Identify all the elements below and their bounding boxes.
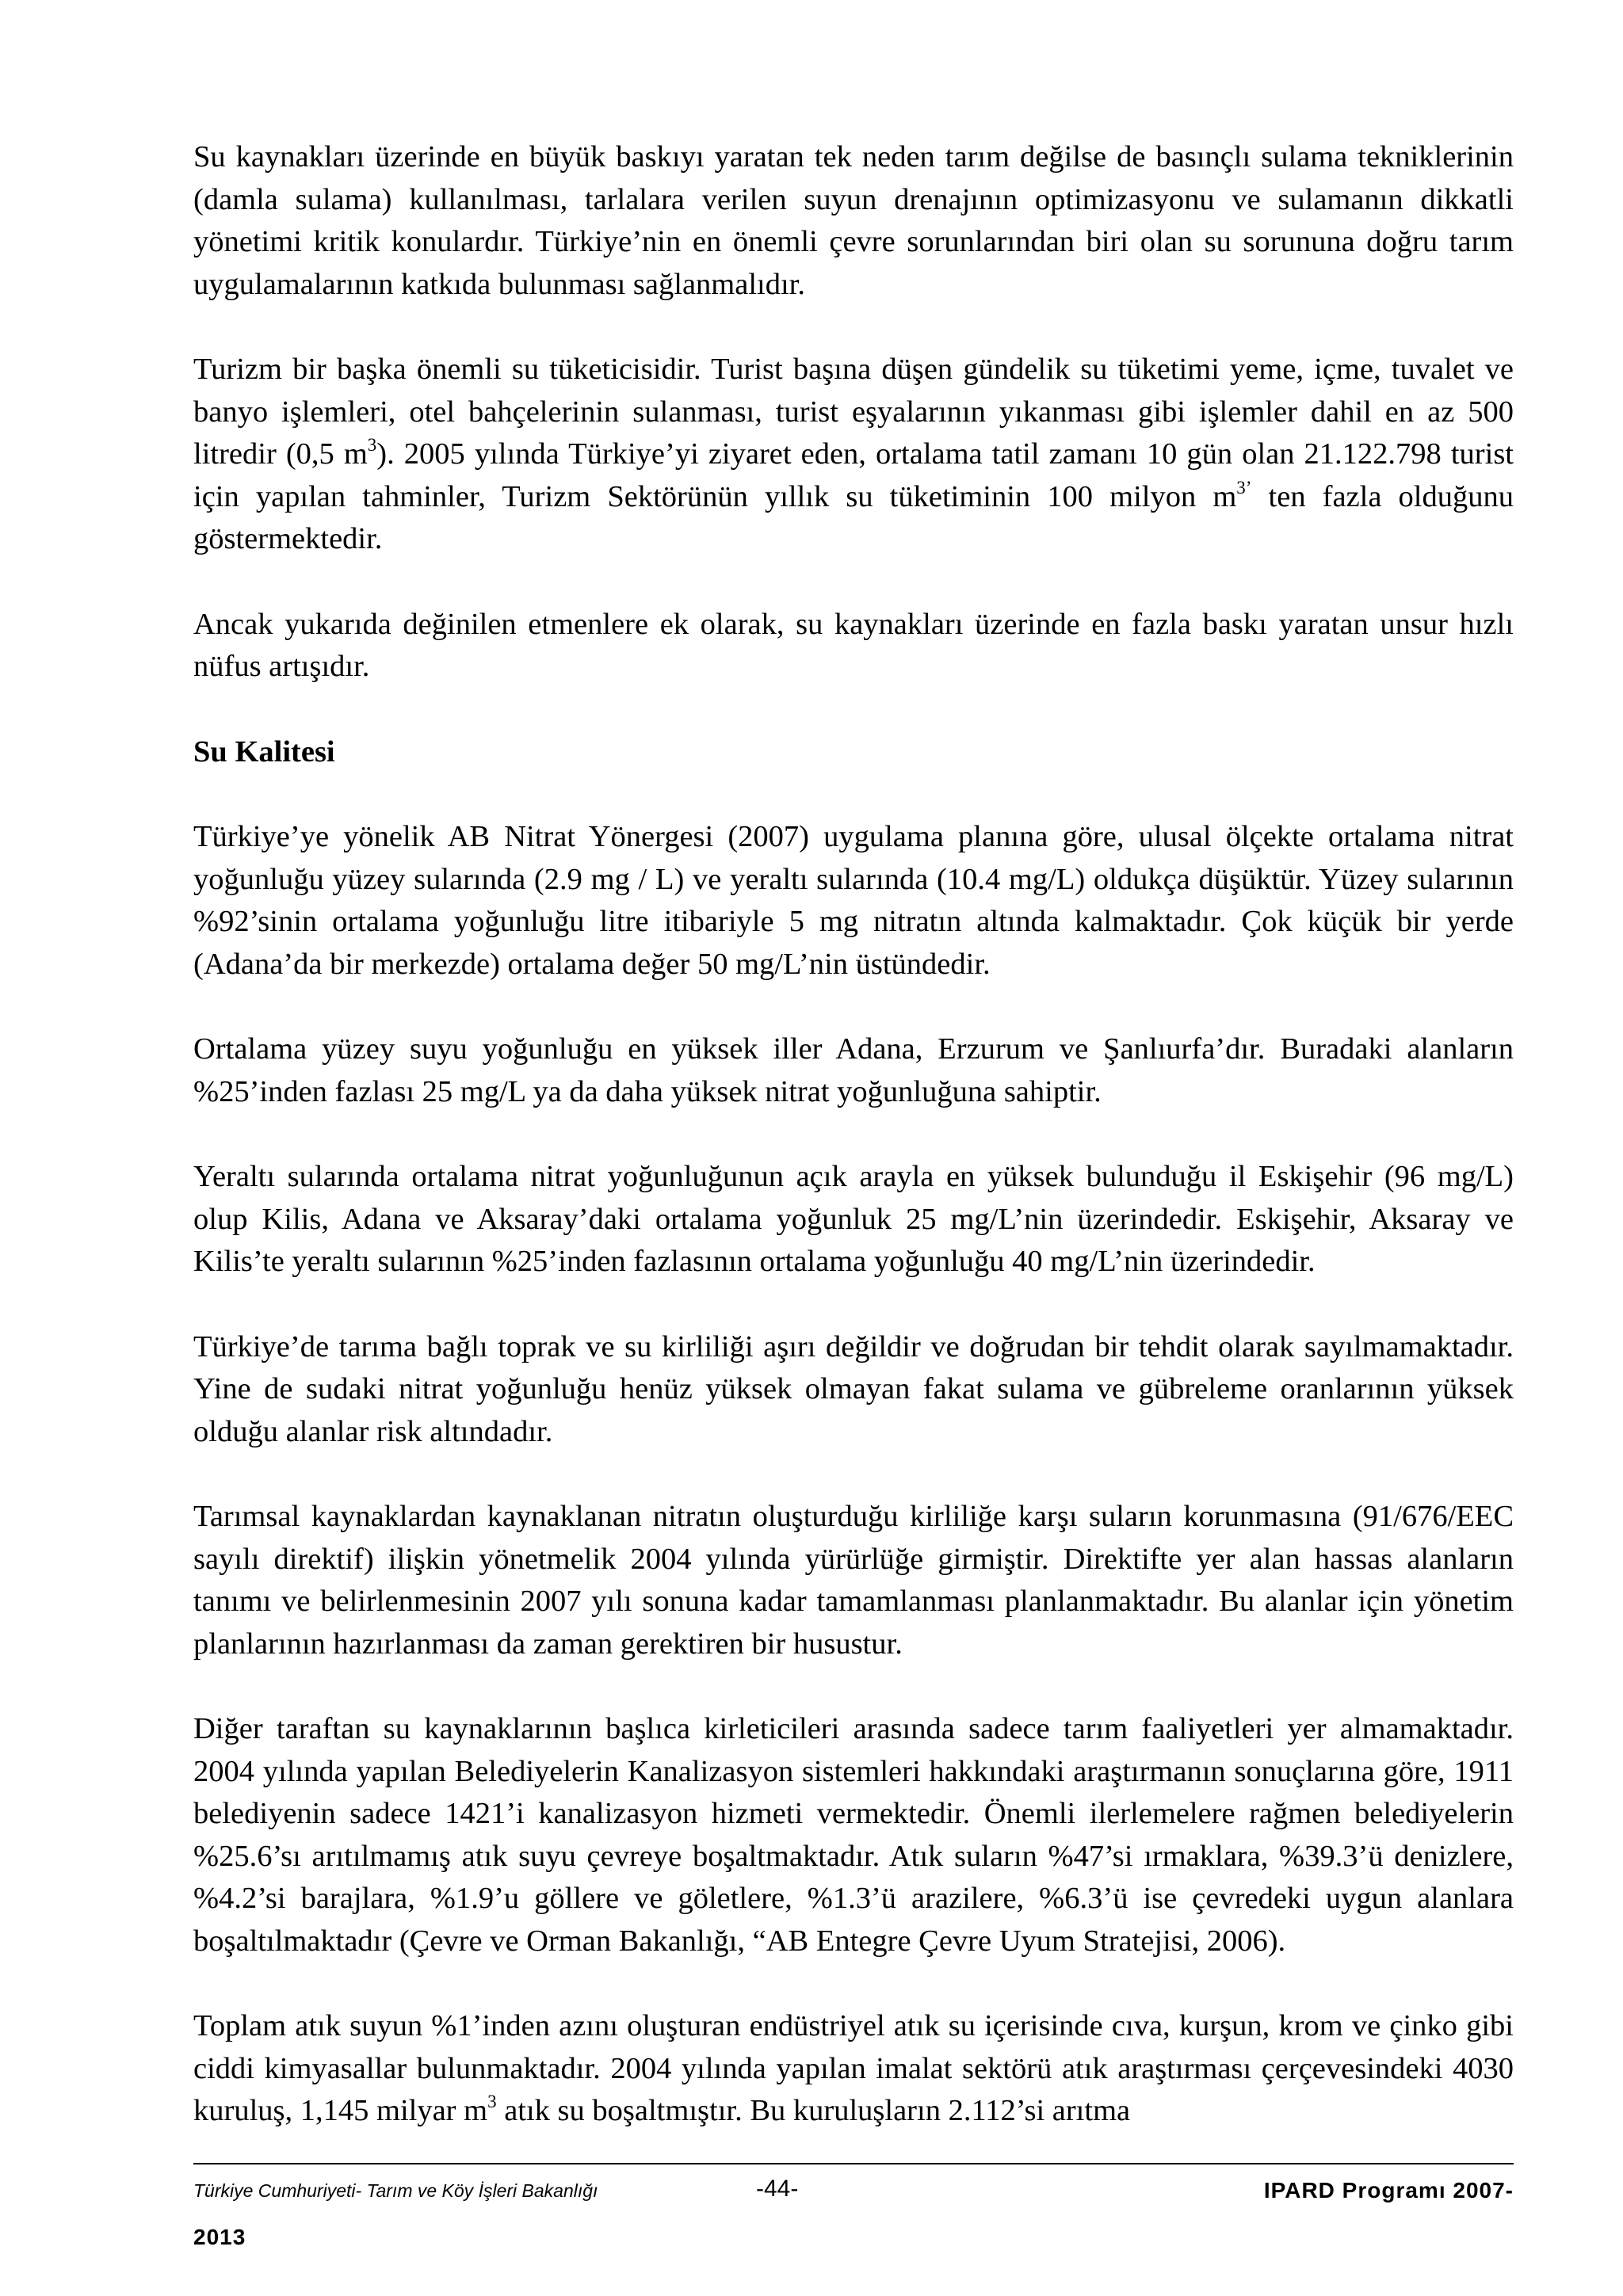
industrial-text-part1: Toplam atık suyun %1’inden azını oluşturan endüstriyel atık su içerisinde cıva, kurşun, krom ve çinko gibi ciddi kimyasallar bulunmaktadır. 2004 yılında yapılan imalat sektörü atık araştırması çerçevesindeki 4030 kuruluş, 1,145 milyar m [193, 2009, 1514, 2127]
paragraph-industrial-wastewater [193, 2005, 1514, 2133]
paragraph-tourism-water [193, 349, 1514, 561]
paragraph-population-growth: Ancak yukarıda değinilen etmenlere ek olarak, su kaynakları üzerinde en fazla baskı yaratan unsur hızlı nüfus artışıdır. [193, 607, 1514, 683]
footer-program-title: IPARD Programı 2007- [1263, 2178, 1514, 2203]
paragraph-municipal-sewage: Diğer taraftan su kaynaklarının başlıca kirleticileri arasında sadece tarım faaliyetleri yer almamaktadır. 2004 yılında yapılan Belediyelerin Kanalizasyon sistemleri hakkındaki araştırmanın sonuçlarına göre, 1911 belediyenin sadece 1421’i kanalizasyon hizmeti vermektedir. Önemli ilerlemelere rağmen belediyelerin %25.6’sı arıtılmamış atık suyu çevreye boşaltmaktadır. Atık suların %47’si ırmaklara, %39.3’ü denizlere, %4.2’si barajlara, %1.9’u göllere ve göletlere, %1.3’ü arazilere, %6.3’ü ise çevredeki uygun alanlara boşaltılmaktadır (Çevre ve Orman Bakanlığı, “AB Entegre Çevre Uyum Stratejisi, 2006). [193, 1712, 1514, 1958]
footer-page-number: -44- [756, 2176, 799, 2202]
footer-program-year: 2013 [193, 2225, 246, 2249]
paragraph-agricultural-pollution: Türkiye’de tarıma bağlı toprak ve su kirliliği aşırı değildir ve doğrudan bir tehdit olarak sayılmamaktadır. Yine de sudaki nitrat yoğunluğu henüz yüksek olmayan fakat sulama ve gübreleme oranlarının yüksek olduğu alanlar risk altındadır. [193, 1329, 1514, 1448]
paragraph-agriculture-irrigation: Su kaynakları üzerinde en büyük baskıyı yaratan tek neden tarım değilse de basınçlı sulama tekniklerinin (damla sulama) kullanılması, tarlalara verilen suyun drenajının optimizasyonu ve sulamanın dikkatli yönetimi kritik konulardır. Türkiye’nin en önemli çevre sorunlarından biri olan su sorununa doğru tarım uygulamalarının katkıda bulunması sağlanmalıdır. [193, 140, 1514, 301]
body-text [193, 136, 1514, 2133]
superscript-cubic-1: 3 [367, 435, 377, 456]
paragraph-surface-water-provinces: Ortalama yüzey suyu yoğunluğu en yüksek iller Adana, Erzurum ve Şanlıurfa’dır. Buradaki alanların %25’inden fazlası 25 mg/L ya da daha yüksek nitrat yoğunluğuna sahiptir. [193, 1032, 1514, 1108]
footer-divider [193, 2163, 1514, 2164]
industrial-text-part2: atık su boşaltmıştır. Bu kuruluşların 2.112’si arıtma [496, 2094, 1131, 2127]
tourism-text-part2: ). 2005 yılında Türkiye’yi ziyaret eden, ortalama tatil zamanı 10 gün olan 21.122.798 turist için yapılan tahminler, Turizm Sektörünün yıllık su tüketiminin 100 milyon m [193, 437, 1514, 513]
superscript-cubic-2: 3’ [1236, 477, 1252, 498]
tourism-text-part3: ten fazla olduğunu göstermektedir. [193, 479, 1514, 555]
footer-ministry: Türkiye Cumhuriyeti- Tarım ve Köy İşleri Bakanlığı [193, 2180, 598, 2201]
paragraph-nitrate-directive: Türkiye’ye yönelik AB Nitrat Yönergesi (2007) uygulama planına göre, ulusal ölçekte ortalama nitrat yoğunluğu yüzey sularında (2.9 mg / L) ve yeraltı sularında (10.4 mg/L) oldukça düşüktür. Yüzey sularının %92’sinin ortalama yoğunluğu litre itibariyle 5 mg nitratın altında kalmaktadır. Çok küçük bir yerde (Adana’da bir merkezde) ortalama değer 50 mg/L’nin üstündedir. [193, 820, 1514, 981]
paragraph-nitrate-regulation: Tarımsal kaynaklardan kaynaklanan nitratın oluşturduğu kirliliğe karşı suların korunmasına (91/676/EEC sayılı direktif) ilişkin yönetmelik 2004 yılında yürürlüğe girmiştir. Direktifte yer alan hassas alanların tanımı ve belirlenmesinin 2007 yılı sonuna kadar tamamlanması planlanmaktadır. Bu alanlar için yönetim planlarının hazırlanması da zaman gerektiren bir husustur. [193, 1500, 1514, 1661]
tourism-text-part1: Turizm bir başka önemli su tüketicisidir. Turist başına düşen gündelik su tüketimi yeme, içme, tuvalet ve banyo işlemleri, otel bahçelerinin sulanması, turist eşyalarının yıkanması gibi işlemler dahil en az 500 litredir (0,5 m [193, 353, 1514, 471]
superscript-cubic-3: 3 [487, 2092, 497, 2112]
paragraph-groundwater-nitrate: Yeraltı sularında ortalama nitrat yoğunluğunun açık arayla en yüksek bulunduğu il Eskişehir (96 mg/L) olup Kilis, Adana ve Aksaray’daki ortalama yoğunluk 25 mg/L’nin üzerindedir. Eskişehir, Aksaray ve Kilis’te yeraltı sularının %25’inden fazlasının ortalama yoğunluğu 40 mg/L’nin üzerindedir. [193, 1160, 1514, 1278]
section-heading-water-quality: Su Kalitesi [193, 734, 335, 769]
page-footer [193, 2176, 1514, 2212]
